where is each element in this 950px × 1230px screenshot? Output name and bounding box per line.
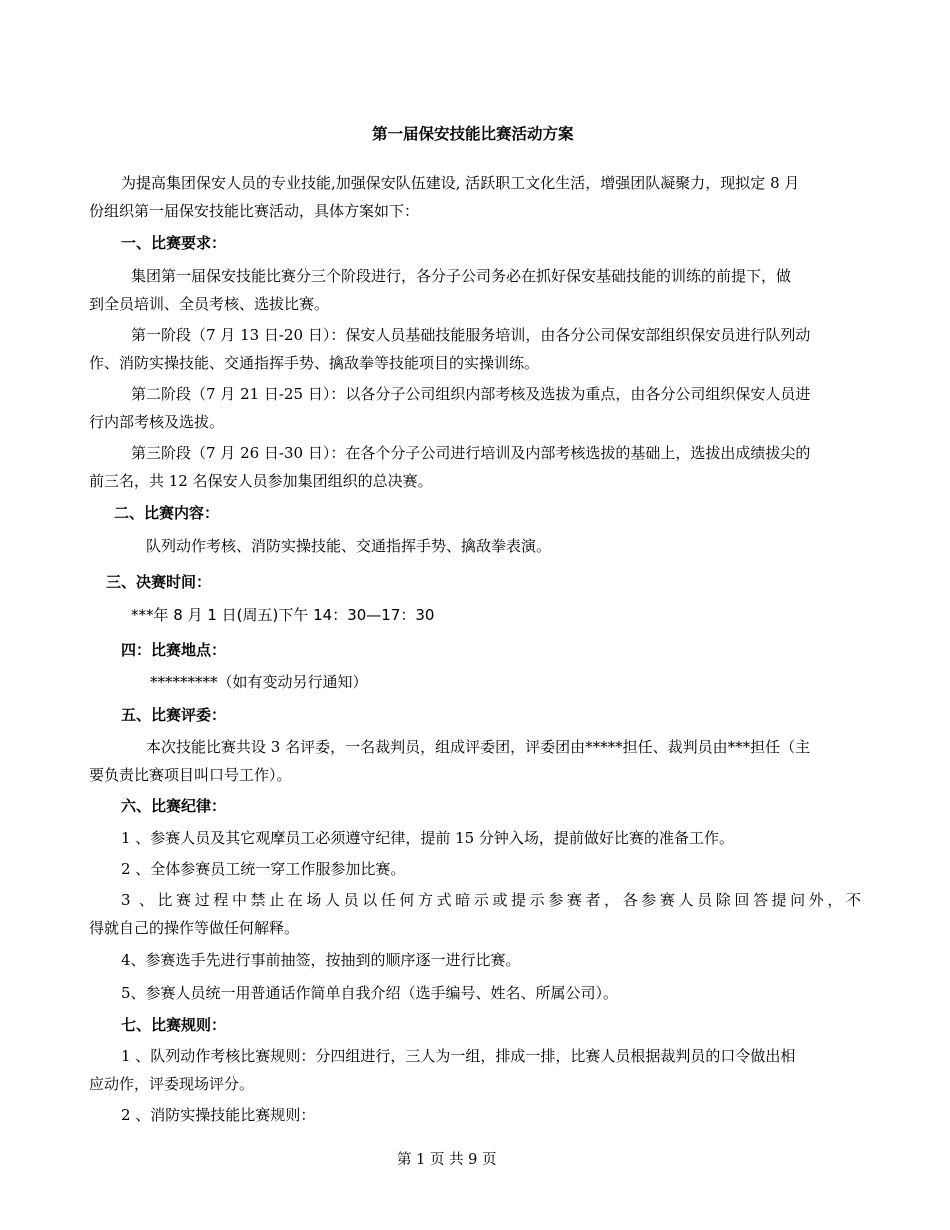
stage3-line-2: 前三名，共 12 名保安人员参加集团组织的总决赛。	[89, 472, 433, 490]
stage2-line-1: 第二阶段（7 月 21 日-25 日）：以各分子公司组织内部考核及选拔为重点，由各分公司组织保安人员进	[131, 385, 811, 403]
discipline-item-3-line-1: 3 、比赛过程中禁止在场人员以任何方式暗示或提示参赛者，各参赛人员除回答提问外，不	[121, 891, 861, 909]
stage1-line-1: 第一阶段（7 月 13 日-20 日）：保安人员基础技能服务培训，由各分公司保安部组织保安员进行队列动	[131, 326, 811, 344]
rules-item-2: 2 、消防实操技能比赛规则：	[121, 1106, 316, 1124]
section-heading-judges: 五、比赛评委：	[121, 706, 227, 724]
rules-item-1-line-2: 应动作，评委现场评分。	[89, 1075, 255, 1093]
document-title: 第一届保安技能比赛活动方案	[372, 124, 574, 143]
final-time-text: ***年 8 月 1 日(周五)下午 14：30—17：30	[131, 606, 435, 624]
requirements-para-line-1: 集团第一届保安技能比赛分三个阶段进行，各分子公司务必在抓好保安基础技能的训练的前提下，做	[131, 267, 792, 285]
section-heading-final-time: 三、决赛时间：	[106, 573, 212, 591]
rules-item-1-line-1: 1 、队列动作考核比赛规则：分四组进行，三人为一组，排成一排，比赛人员根据裁判员的口令做出相	[121, 1047, 796, 1065]
judges-line-1: 本次技能比赛共设 3 名评委，一名裁判员，组成评委团，评委团由*****担任、裁判员由***担任（主	[146, 738, 811, 756]
section-heading-rules: 七、比赛规则：	[121, 1016, 227, 1034]
page-number-footer: 第 1 页 共 9 页	[397, 1152, 497, 1168]
stage1-line-2: 作、消防实操技能、交通指挥手势、擒敌拳等技能项目的实操训练。	[89, 354, 540, 372]
section-heading-venue: 四：比赛地点：	[121, 641, 227, 659]
section-heading-content: 二、比赛内容：	[114, 504, 220, 522]
intro-line-1: 为提高集团保安人员的专业技能,加强保安队伍建设, 活跃职工文化生活，增强团队凝聚力，现拟定 8 月	[121, 174, 800, 192]
discipline-item-3-line-2: 得就自己的操作等做任何解释。	[89, 919, 300, 937]
discipline-item-4: 4、参赛选手先进行事前抽签，按抽到的顺序逐一进行比赛。	[121, 951, 521, 969]
intro-line-2: 份组织第一届保安技能比赛活动，具体方案如下：	[89, 202, 420, 220]
discipline-item-5: 5、参赛人员统一用普通话作简单自我介绍（选手编号、姓名、所属公司）。	[121, 984, 619, 1002]
discipline-item-2: 2 、全体参赛员工统一穿工作服参加比赛。	[121, 860, 406, 878]
section-heading-requirements: 一、比赛要求：	[121, 234, 227, 252]
venue-text: *********（如有变动另行通知）	[150, 673, 368, 691]
judges-line-2: 要负责比赛项目叫口号工作）。	[89, 766, 292, 784]
stage3-line-1: 第三阶段（7 月 26 日-30 日）：在各个分子公司进行培训及内部考核选拔的基础上，选拔出成绩拔尖的	[131, 444, 811, 462]
content-text: 队列动作考核、消防实操技能、交通指挥手势、擒敌拳表演。	[146, 537, 552, 555]
discipline-item-1: 1 、参赛人员及其它观摩员工必须遵守纪律，提前 15 分钟入场，提前做好比赛的准备工作。	[121, 829, 734, 847]
stage2-line-2: 行内部考核及选拔。	[89, 413, 225, 431]
requirements-para-line-2: 到全员培训、全员考核、选拔比赛。	[89, 295, 330, 313]
section-heading-discipline: 六、比赛纪律：	[121, 797, 227, 815]
